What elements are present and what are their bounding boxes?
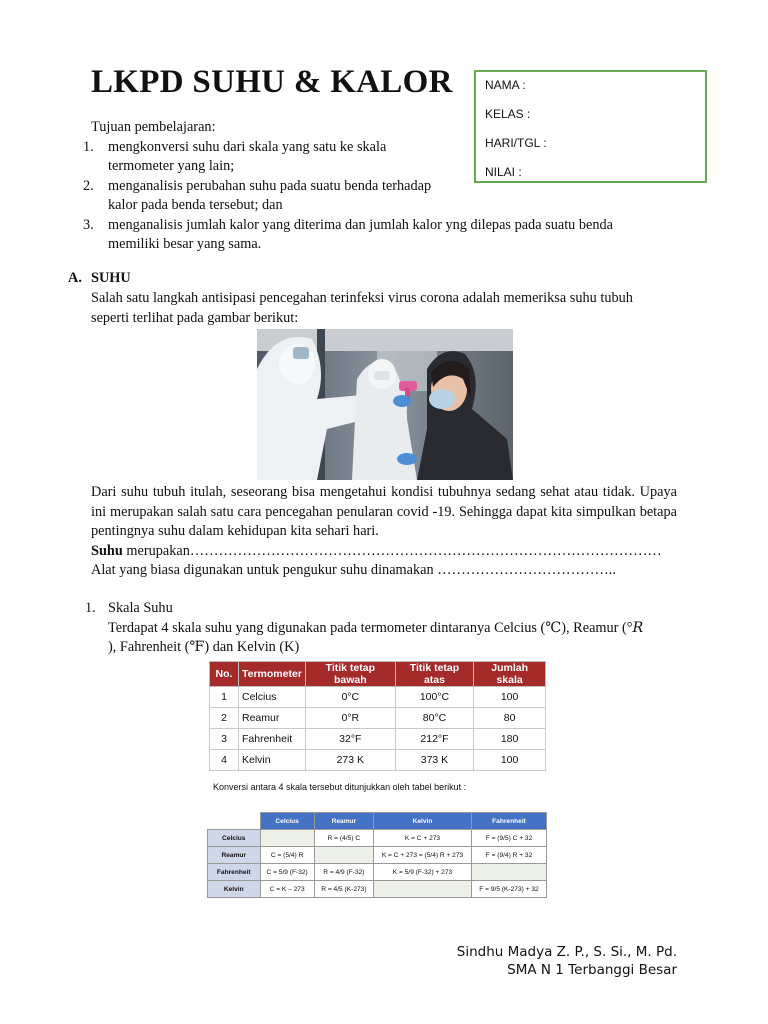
table-row xyxy=(208,847,547,864)
alat-question: Alat yang biasa digunakan untuk pengukur suhu dinamakan ……………………………….. xyxy=(91,562,616,578)
table-cell: Kelvin xyxy=(239,750,306,771)
fixed-points-table xyxy=(209,661,546,771)
table-cell: 3 xyxy=(210,729,239,750)
nama-field[interactable]: NAMA : xyxy=(485,78,526,92)
table-header: Celcius xyxy=(260,813,314,830)
table-header: Titik tetap atas xyxy=(395,662,474,687)
table-cell: K = C + 273 = (5/4) R + 273 xyxy=(374,847,472,864)
table-cell: R = 4/9 (F-32) xyxy=(314,864,373,881)
table-row xyxy=(210,729,546,750)
skala-line: Terdapat 4 skala suhu yang digunakan pada termometer dintaranya Celcius (℃), Reamur (°𝑅 xyxy=(108,619,644,636)
skala-number: 1. xyxy=(85,600,96,616)
goal-item xyxy=(83,138,681,177)
table-cell: F = (9/4) R + 32 xyxy=(472,847,547,864)
table-cell xyxy=(314,847,373,864)
conversion-table xyxy=(207,812,547,898)
suhu-blank: merupakan……………………………………………………………………………………… xyxy=(122,542,662,559)
table-header-row xyxy=(208,813,547,830)
table-header: Titik tetap bawah xyxy=(305,662,395,687)
table-cell: C = (5/4) R xyxy=(260,847,314,864)
table-cell: 1 xyxy=(210,687,239,708)
goal-item xyxy=(83,216,681,255)
table-cell: 100 xyxy=(474,687,546,708)
table-cell: 100 xyxy=(474,750,546,771)
suhu-bold: Suhu xyxy=(91,542,123,559)
table-cell xyxy=(260,830,314,847)
goal-line: menganalisis perubahan suhu pada suatu benda terhadap xyxy=(108,177,432,194)
row-header: Reamur xyxy=(208,847,261,864)
row-header: Fahrenheit xyxy=(208,864,261,881)
goal-number: 1. xyxy=(83,138,94,155)
footer-school: SMA N 1 Terbanggi Besar xyxy=(507,962,677,978)
goal-line: menganalisis jumlah kalor yang diterima dan jumlah kalor yng dilepas pada suatu benda xyxy=(108,216,614,233)
table-header: Fahrenheit xyxy=(472,813,547,830)
paragraph-text: Dari suhu tubuh itulah, seseorang bisa mengetahui kondisi tubuhnya sedang sehat atau tidak. Upaya ini merupakan salah satu cara pencegahan penularan covid -19. Sehingga dapat kita simpulkan betapa pentingnya suhu dalam kehidupan kita sehari hari. xyxy=(91,484,677,539)
skala-heading: Skala Suhu xyxy=(108,600,173,616)
table-header: No. xyxy=(210,662,239,687)
table-cell: 212°F xyxy=(395,729,474,750)
document-title: LKPD SUHU & KALOR xyxy=(91,64,453,100)
goal-line: termometer yang lain; xyxy=(108,158,235,174)
table-cell: R = (4/5) C xyxy=(314,830,373,847)
table-cell: Fahrenheit xyxy=(239,729,306,750)
footer xyxy=(457,943,677,979)
goal-line: kalor pada benda tersebut; dan xyxy=(108,197,283,213)
table-cell: Reamur xyxy=(239,708,306,729)
table-cell: 0°C xyxy=(305,687,395,708)
table-cell: 180 xyxy=(474,729,546,750)
table-corner xyxy=(208,813,261,830)
table-cell: C = 5/9 (F-32) xyxy=(260,864,314,881)
intro-line: seperti terlihat pada gambar berikut: xyxy=(91,309,299,326)
row-header: Celcius xyxy=(208,830,261,847)
table-cell: Celcius xyxy=(239,687,306,708)
table-header: Jumlah skala xyxy=(474,662,546,687)
table-cell: 80°C xyxy=(395,708,474,729)
suhu-definition xyxy=(91,542,677,562)
table-cell: R = 4/5 (K-273) xyxy=(314,881,373,898)
conversion-caption: Konversi antara 4 skala tersebut ditunjukkan oleh tabel berikut : xyxy=(213,782,467,792)
learning-goals xyxy=(83,118,681,255)
table-cell: K = 5/9 (F-32) + 273 xyxy=(374,864,472,881)
section-letter: A. xyxy=(68,270,82,286)
suhu-paragraph xyxy=(91,483,677,581)
table-cell: 4 xyxy=(210,750,239,771)
row-header: Kelvin xyxy=(208,881,261,898)
section-intro xyxy=(91,289,681,328)
table-row xyxy=(210,750,546,771)
skala-item xyxy=(85,599,685,658)
table-header: Termometer xyxy=(239,662,306,687)
section-title: SUHU xyxy=(91,270,131,286)
table-cell xyxy=(374,881,472,898)
table-cell: 32°F xyxy=(305,729,395,750)
table-cell: 273 K xyxy=(305,750,395,771)
table-cell: 80 xyxy=(474,708,546,729)
table-cell: K = C + 273 xyxy=(374,830,472,847)
table-cell: F = (9/5) C + 32 xyxy=(472,830,547,847)
temperature-check-photo xyxy=(257,329,513,480)
table-row xyxy=(208,881,547,898)
goal-line: mengkonversi suhu dari skala yang satu ke skala xyxy=(108,138,387,155)
table-cell: F = 9/5 (K-273) + 32 xyxy=(472,881,547,898)
footer-author: Sindhu Madya Z. P., S. Si., M. Pd. xyxy=(456,944,677,960)
table-cell: C = K – 273 xyxy=(260,881,314,898)
kelas-field[interactable]: KELAS : xyxy=(485,107,531,121)
table-cell: 373 K xyxy=(395,750,474,771)
goals-heading: Tujuan pembelajaran: xyxy=(91,119,216,135)
table-header-row xyxy=(210,662,546,687)
table-row xyxy=(208,830,547,847)
table-cell: 0°R xyxy=(305,708,395,729)
table-cell: 2 xyxy=(210,708,239,729)
nilai-field[interactable]: NILAI : xyxy=(485,165,522,179)
goal-number: 2. xyxy=(83,177,94,194)
goal-item xyxy=(83,177,681,216)
hari-tgl-field[interactable]: HARI/TGL : xyxy=(485,136,547,150)
skala-suhu-section xyxy=(85,599,685,658)
intro-line: Salah satu langkah antisipasi pencegahan terinfeksi virus corona adalah memeriksa suhu tubuh xyxy=(91,290,633,306)
table-cell: 100°C xyxy=(395,687,474,708)
table-cell xyxy=(472,864,547,881)
table-row xyxy=(210,687,546,708)
skala-line: ), Fahrenheit (℉) dan Kelvin (K) xyxy=(108,639,300,655)
table-header: Kelvin xyxy=(374,813,472,830)
table-row xyxy=(208,864,547,881)
table-row xyxy=(210,708,546,729)
table-header: Reamur xyxy=(314,813,373,830)
goal-line: memiliki besar yang sama. xyxy=(108,236,262,252)
goal-number: 3. xyxy=(83,216,94,233)
